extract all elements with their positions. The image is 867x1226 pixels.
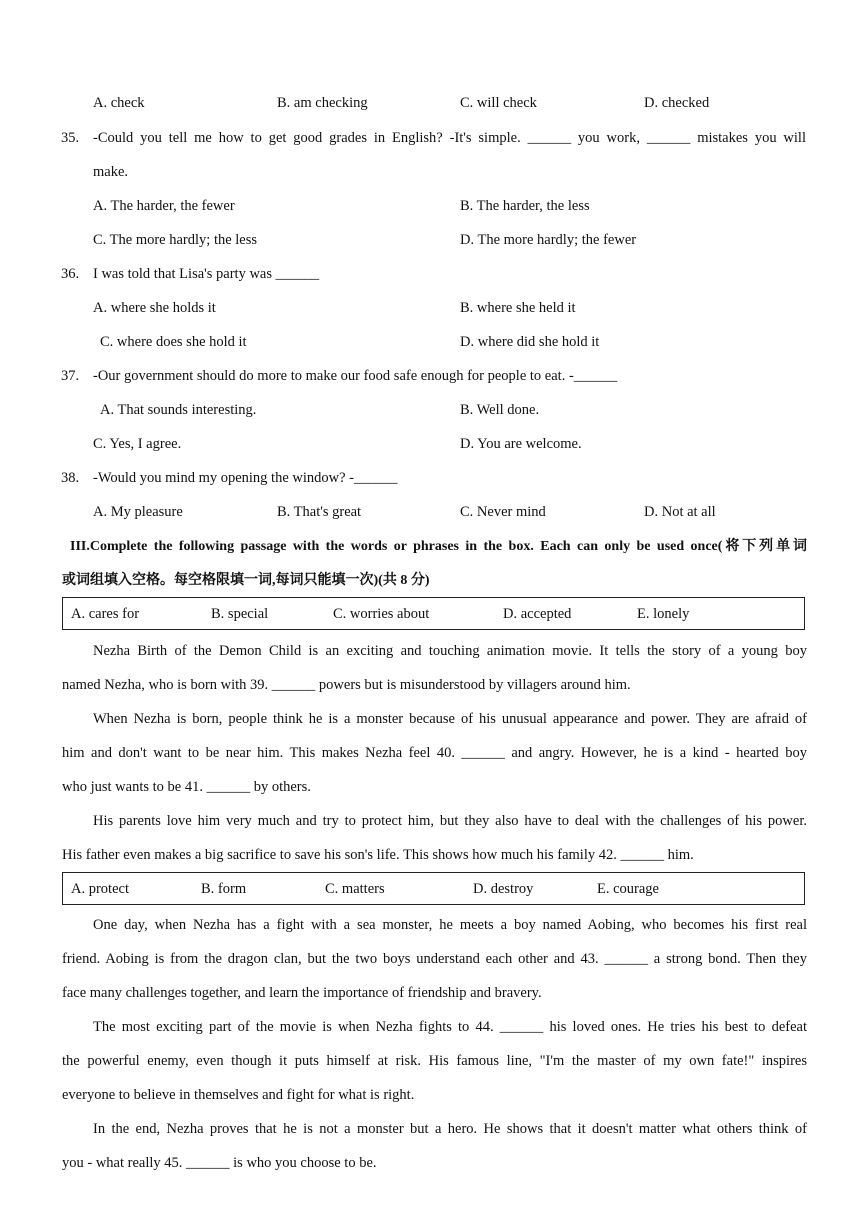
- q38-text: -Would you mind my opening the window? -______: [93, 470, 398, 486]
- passage-p4-line3: face many challenges together, and learn the importance of friendship and bravery.: [62, 985, 542, 1001]
- q34-option-c: C. will check: [460, 95, 537, 111]
- box1-option-c: C. worries about: [333, 606, 430, 622]
- passage-p4-line1: One day, when Nezha has a fight with a sea monster, he meets a boy named Aobing, who becomes his first real: [93, 917, 807, 933]
- passage-p6-line1: In the end, Nezha proves that he is not a monster but a hero. He shows that it doesn't matter what others think of: [93, 1121, 807, 1137]
- passage-p5-line3: everyone to believe in themselves and fight for what is right.: [62, 1087, 415, 1103]
- q36-option-a: A. where she holds it: [93, 300, 216, 316]
- passage-p6-line2: you - what really 45. ______ is who you choose to be.: [62, 1155, 377, 1171]
- q35-option-d: D. The more hardly; the fewer: [460, 232, 637, 248]
- q37-number: 37.: [61, 368, 80, 384]
- q34-option-a: A. check: [93, 95, 145, 111]
- q37-text: -Our government should do more to make our food safe enough for people to eat. -______: [93, 368, 618, 384]
- q34-option-b: B. am checking: [277, 95, 368, 111]
- q38-option-c: C. Never mind: [460, 504, 546, 520]
- q36-option-d: D. where did she hold it: [460, 334, 600, 350]
- q35-option-a: A. The harder, the fewer: [93, 198, 235, 214]
- box2-option-c: C. matters: [325, 881, 385, 897]
- box2-option-e: E. courage: [597, 881, 659, 897]
- q38-option-a: A. My pleasure: [93, 504, 183, 520]
- q35-number: 35.: [61, 130, 80, 146]
- q36-number: 36.: [61, 266, 80, 282]
- word-box-2: [62, 872, 805, 905]
- q38-option-b: B. That's great: [277, 504, 362, 520]
- box1-option-b: B. special: [211, 606, 269, 622]
- q36-text: I was told that Lisa's party was ______: [93, 266, 320, 282]
- passage-p3-line2: His father even makes a big sacrifice to save his son's life. This shows how much his family 42. ______ him.: [62, 847, 694, 863]
- section3-heading-line2: 或词组填入空格。每空格限填一词,每词只能填一次)(共 8 分): [62, 573, 430, 588]
- q37-option-c: C. Yes, I agree.: [93, 436, 182, 452]
- passage-p3-line1: His parents love him very much and try to protect him, but they also have to deal with the challenges of his power.: [93, 813, 807, 829]
- section3-heading-line1: III.Complete the following passage with the words or phrases in the box. Each can only be used once(将下列单词: [70, 539, 807, 554]
- passage-p5-line1: The most exciting part of the movie is when Nezha fights to 44. ______ his loved ones. He tries his best to defeat: [93, 1019, 807, 1035]
- q37-option-d: D. You are welcome.: [460, 436, 582, 452]
- box1-option-d: D. accepted: [503, 606, 572, 622]
- passage-p5-line2: the powerful enemy, even though it puts himself at risk. His famous line, "I'm the master of my own fate!" inspires: [62, 1053, 807, 1069]
- box2-option-b: B. form: [201, 881, 247, 897]
- box2-option-d: D. destroy: [473, 881, 534, 897]
- q35-option-b: B. The harder, the less: [460, 198, 590, 214]
- passage-p2-line1: When Nezha is born, people think he is a monster because of his unusual appearance and power. They are afraid of: [93, 711, 807, 727]
- q38-number: 38.: [61, 470, 80, 486]
- q35-text-line2: make.: [93, 164, 129, 180]
- q36-option-b: B. where she held it: [460, 300, 576, 316]
- passage-p2-line2: him and don't want to be near him. This makes Nezha feel 40. ______ and angry. However, he is a kind - hearted boy: [62, 745, 807, 761]
- q36-option-c: C. where does she hold it: [100, 334, 247, 350]
- q35-text-line1: -Could you tell me how to get good grades in English? -It's simple. ______ you work, ______ mistakes you will: [93, 130, 806, 146]
- q37-option-a: A. That sounds interesting.: [100, 402, 257, 418]
- box1-option-e: E. lonely: [637, 606, 690, 622]
- passage-p4-line2: friend. Aobing is from the dragon clan, but the two boys understand each other and 43. ______ a strong bond. Then they: [62, 951, 807, 967]
- q38-option-d: D. Not at all: [644, 504, 716, 520]
- passage-p1-line1: Nezha Birth of the Demon Child is an exciting and touching animation movie. It tells the story of a young boy: [93, 643, 807, 659]
- passage-p1-line2: named Nezha, who is born with 39. ______ powers but is misunderstood by villagers around him.: [62, 677, 631, 693]
- passage-p2-line3: who just wants to be 41. ______ by others.: [62, 779, 311, 795]
- q37-option-b: B. Well done.: [460, 402, 540, 418]
- box2-option-a: A. protect: [71, 881, 129, 897]
- q35-option-c: C. The more hardly; the less: [93, 232, 258, 248]
- word-box-1: [62, 597, 805, 630]
- box1-option-a: A. cares for: [71, 606, 140, 622]
- q34-option-d: D. checked: [644, 95, 710, 111]
